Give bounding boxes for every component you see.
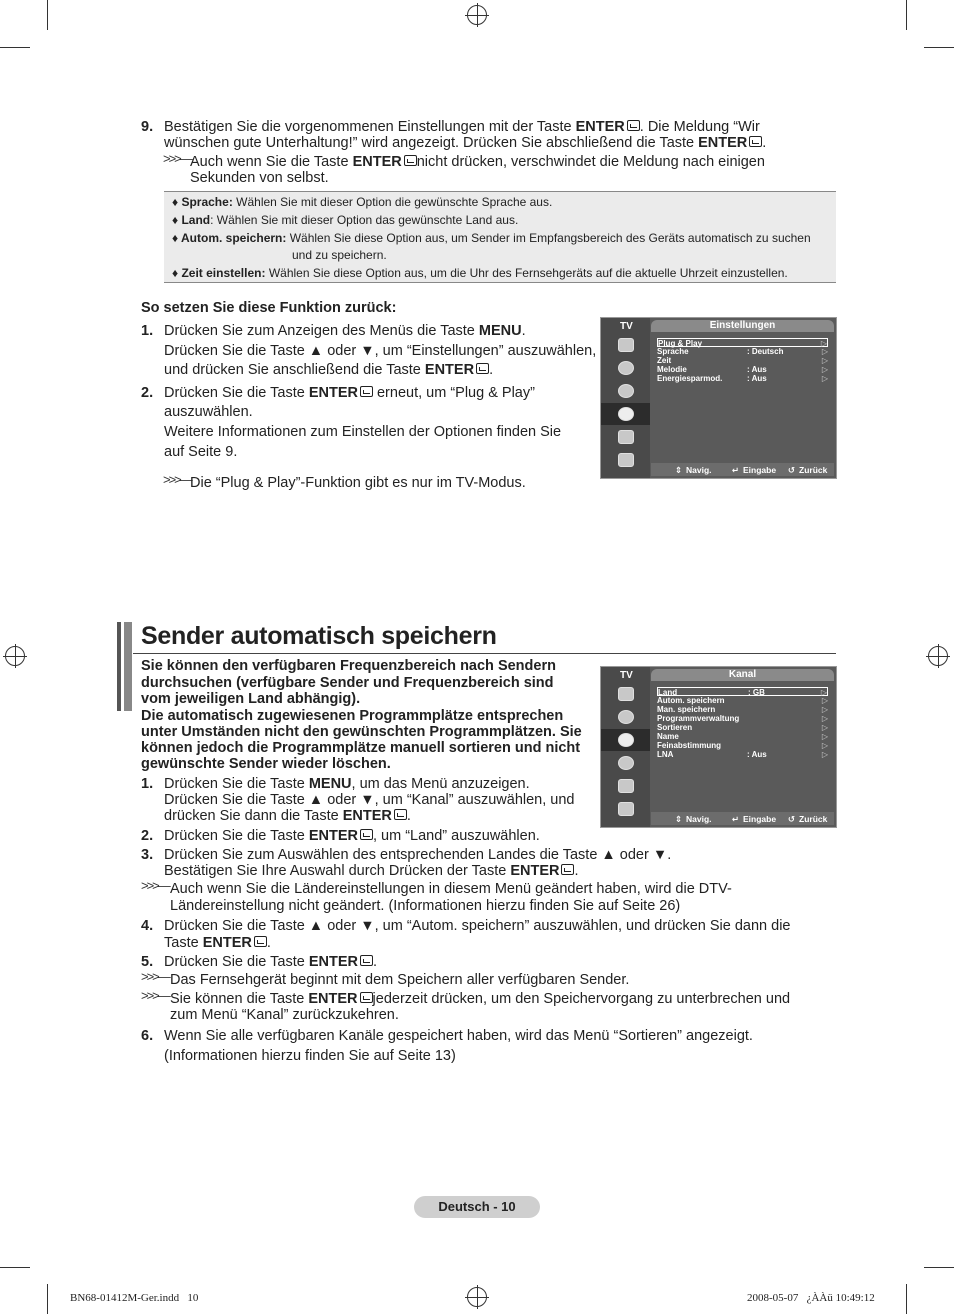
step-number: 1. bbox=[141, 323, 154, 339]
crop-mark bbox=[906, 0, 907, 30]
step-6-line-1: Wenn Sie alle verfügbaren Kanäle gespeichert haben, wird das Menü “Sortieren” angezeigt. bbox=[164, 1028, 753, 1044]
step-9-note: Auch wenn Sie die Taste ENTER nicht drücken, verschwindet die Meldung nach einigen bbox=[190, 154, 765, 170]
sound-icon bbox=[601, 357, 650, 379]
tv-menu-item[interactable]: Sortieren ▷ bbox=[657, 723, 828, 732]
note-5b-line-2: zum Menü “Kanal” zurückzukehren. bbox=[170, 1007, 399, 1023]
channel-icon bbox=[601, 380, 650, 402]
step-9-line-2: wünschen gute Unterhaltung!” wird angezeigt. Drücken Sie abschließend die Taste ENTER . bbox=[164, 135, 767, 151]
crop-mark bbox=[906, 1284, 907, 1314]
step-3-line-1: Drücken Sie zum Auswählen des entsprechenden Landes die Taste ▲ oder ▼. bbox=[164, 847, 672, 863]
sound-icon bbox=[601, 706, 650, 728]
input-icon bbox=[601, 426, 650, 448]
note-3-line-2: Ländereinstellung nicht geändert. (Informationen hierzu finden Sie auf Seite 26) bbox=[170, 898, 681, 914]
section-divider bbox=[133, 653, 836, 654]
info-row-autom-speichern: ♦ Autom. speichern: Wählen Sie diese Option aus, um Sender im Empfangsbereich des Geräts automatisch zu suchen bbox=[172, 231, 811, 245]
step-6-line-2: (Informationen hierzu finden Sie auf Seite 13) bbox=[164, 1048, 456, 1064]
enter-icon bbox=[360, 955, 373, 966]
intro-line: durchsuchen (verfügbare Sender und Frequenzbereich sind bbox=[141, 675, 554, 691]
tv-menu-title: Kanal bbox=[651, 669, 834, 681]
tv-menu-item[interactable]: Man. speichern ▷ bbox=[657, 705, 828, 714]
step-1-line-3: drücken Sie dann die Taste ENTER . bbox=[164, 808, 411, 824]
reset-step-2-line-1: Drücken Sie die Taste ENTER erneut, um “Plug & Play” bbox=[164, 385, 535, 401]
enter-icon bbox=[627, 120, 640, 131]
note-arrow-icon: >>>— bbox=[141, 878, 169, 893]
tv-menu-footer: ⇕ Navig. ↵ Eingabe ↺ Zurück bbox=[651, 463, 834, 476]
date-slug: 2008-05-07 ¿ÀÀü 10:49:12 bbox=[747, 1292, 875, 1304]
crop-mark bbox=[0, 1267, 30, 1268]
info-row-land: ♦ Land: Wählen Sie mit dieser Option das gewünschte Land aus. bbox=[172, 213, 519, 227]
application-icon bbox=[601, 449, 650, 471]
reset-step-2-line-4: auf Seite 9. bbox=[164, 444, 238, 460]
intro-line: unter Umständen nicht den gewünschten Programmplätzen. Sie bbox=[141, 724, 582, 740]
setup-icon bbox=[601, 403, 650, 425]
step-number: 3. bbox=[141, 847, 154, 863]
enter-icon bbox=[360, 829, 373, 840]
enter-icon: ↵ bbox=[732, 814, 740, 824]
note-arrow-icon: >>>— bbox=[163, 472, 191, 487]
tv-menu-kanal bbox=[600, 666, 837, 828]
step-number: 9. bbox=[141, 119, 154, 135]
tv-menu-einstellungen bbox=[600, 317, 837, 479]
crop-mark bbox=[924, 47, 954, 48]
step-number: 5. bbox=[141, 954, 154, 970]
enter-icon bbox=[476, 363, 489, 374]
picture-icon bbox=[601, 683, 650, 705]
step-9-line-1: Bestätigen Sie die vorgenommenen Einstellungen mit der Taste ENTER . Die Meldung “Wir bbox=[164, 119, 760, 135]
input-icon bbox=[601, 775, 650, 797]
note-arrow-icon: >>>— bbox=[141, 969, 169, 984]
step-3-line-2: Bestätigen Sie Ihre Auswahl durch Drücken der Taste ENTER . bbox=[164, 863, 579, 879]
enter-icon bbox=[360, 386, 373, 397]
registration-mark-icon bbox=[467, 1287, 487, 1307]
return-icon: ↺ bbox=[788, 465, 796, 475]
reset-step-2-line-3: Weitere Informationen zum Einstellen der Optionen finden Sie bbox=[164, 424, 562, 440]
page-label: Deutsch - 10 bbox=[414, 1196, 540, 1218]
step-2: Drücken Sie die Taste ENTER , um “Land” auszuwählen. bbox=[164, 828, 540, 844]
registration-mark-icon bbox=[467, 5, 487, 25]
enter-icon bbox=[749, 136, 762, 147]
tv-menu-item[interactable]: Name ▷ bbox=[657, 732, 828, 741]
picture-icon bbox=[601, 334, 650, 356]
intro-line: Sie können den verfügbaren Frequenzbereich nach Sendern bbox=[141, 658, 556, 674]
tv-menu-item[interactable]: Feinabstimmung ▷ bbox=[657, 741, 828, 750]
note-5b-line-1: Sie können die Taste ENTER jederzeit drücken, um den Speichervorgang zu unterbrechen und bbox=[170, 991, 791, 1007]
reset-step-1-line-3: und drücken Sie anschließend die Taste ENTER . bbox=[164, 362, 494, 378]
enter-icon bbox=[360, 992, 373, 1003]
tv-menu-footer: ⇕ Navig. ↵ Eingabe ↺ Zurück bbox=[651, 812, 834, 825]
intro-line: vom jeweiligen Land abhängig). bbox=[141, 691, 361, 707]
tv-menu-item[interactable]: Energiesparmod. : Aus ▷ bbox=[657, 374, 828, 383]
setup-icon bbox=[601, 752, 650, 774]
step-1-line-2: Drücken Sie die Taste ▲ oder ▼, um “Kanal” auszuwählen, und bbox=[164, 792, 575, 808]
navig-icon: ⇕ bbox=[675, 814, 683, 824]
tv-menu-item[interactable]: Land : GB ▷ bbox=[658, 688, 827, 697]
heading-bar bbox=[117, 622, 121, 711]
info-row-zeit: ♦ Zeit einstellen: Wählen Sie diese Option aus, um die Uhr des Fernsehgeräts auf die aktuelle Uhrzeit einzustellen. bbox=[172, 266, 788, 280]
tv-label: TV bbox=[620, 321, 633, 332]
navig-icon: ⇕ bbox=[675, 465, 683, 475]
enter-icon bbox=[404, 155, 417, 166]
application-icon bbox=[601, 798, 650, 820]
step-4-line-1: Drücken Sie die Taste ▲ oder ▼, um “Autom. speichern” auszuwählen, und drücken Sie dann die bbox=[164, 918, 791, 934]
step-number: 1. bbox=[141, 776, 154, 792]
registration-mark-icon bbox=[928, 646, 948, 666]
step-9-note-line-2: Sekunden von selbst. bbox=[190, 170, 329, 186]
section-title: Sender automatisch speichern bbox=[141, 622, 497, 650]
crop-mark bbox=[924, 1267, 954, 1268]
tv-menu-item[interactable]: Autom. speichern ▷ bbox=[657, 696, 828, 705]
reset-note: Die “Plug & Play”-Funktion gibt es nur im TV-Modus. bbox=[190, 475, 526, 491]
reset-step-1-line-2: Drücken Sie die Taste ▲ oder ▼, um “Einstellungen” auszuwählen, bbox=[164, 343, 597, 359]
tv-menu-title: Einstellungen bbox=[651, 320, 834, 332]
channel-icon bbox=[601, 729, 650, 751]
tv-menu-item[interactable]: Plug & Play ▷ bbox=[658, 339, 827, 348]
file-slug: BN68-01412M-Ger.indd 10 bbox=[70, 1292, 199, 1304]
reset-step-1-line-1: Drücken Sie zum Anzeigen des Menüs die Taste MENU. bbox=[164, 323, 526, 339]
note-3-line-1: Auch wenn Sie die Ländereinstellungen in diesem Menü geändert haben, wird die DTV- bbox=[170, 881, 732, 897]
crop-mark bbox=[47, 1284, 48, 1314]
return-icon: ↺ bbox=[788, 814, 796, 824]
intro-line: können jedoch die Programmplätze manuell sortieren und nicht bbox=[141, 740, 581, 756]
info-row-autom-speichern-cont: und zu speichern. bbox=[292, 248, 387, 262]
tv-label: TV bbox=[620, 670, 633, 681]
step-1-line-1: Drücken Sie die Taste MENU, um das Menü anzuzeigen. bbox=[164, 776, 530, 792]
step-number: 4. bbox=[141, 918, 154, 934]
tv-menu-item[interactable]: LNA : Aus ▷ bbox=[657, 750, 828, 759]
step-number: 2. bbox=[141, 385, 154, 401]
enter-icon bbox=[254, 936, 267, 947]
note-arrow-icon: >>>— bbox=[163, 151, 191, 166]
intro-line: Die automatisch zugewiesenen Programmplätze entsprechen bbox=[141, 708, 564, 724]
step-4-line-2: Taste ENTER . bbox=[164, 935, 271, 951]
registration-mark-icon bbox=[5, 646, 25, 666]
crop-mark bbox=[0, 47, 30, 48]
info-row-sprache: ♦ Sprache: Wählen Sie mit dieser Option die gewünschte Sprache aus. bbox=[172, 195, 553, 209]
crop-mark bbox=[47, 0, 48, 30]
note-arrow-icon: >>>— bbox=[141, 988, 169, 1003]
enter-icon bbox=[394, 809, 407, 820]
step-number: 6. bbox=[141, 1028, 154, 1044]
tv-menu-item[interactable]: Programmverwaltung ▷ bbox=[657, 714, 828, 723]
tv-menu-item[interactable]: Zeit ▷ bbox=[657, 356, 828, 365]
intro-line: gewünschte Sender wieder löschen. bbox=[141, 756, 391, 772]
note-5a: Das Fernsehgerät beginnt mit dem Speichern aller verfügbaren Sender. bbox=[170, 972, 630, 988]
step-number: 2. bbox=[141, 828, 154, 844]
heading-bar bbox=[124, 622, 132, 711]
info-box bbox=[164, 191, 836, 283]
step-5: Drücken Sie die Taste ENTER . bbox=[164, 954, 377, 970]
reset-heading: So setzen Sie diese Funktion zurück: bbox=[141, 300, 397, 316]
tv-menu-item[interactable]: Sprache : Deutsch ▷ bbox=[657, 347, 828, 356]
enter-icon bbox=[561, 864, 574, 875]
tv-menu-item[interactable]: Melodie : Aus ▷ bbox=[657, 365, 828, 374]
enter-icon: ↵ bbox=[732, 465, 740, 475]
reset-step-2-line-2: auszuwählen. bbox=[164, 404, 253, 420]
